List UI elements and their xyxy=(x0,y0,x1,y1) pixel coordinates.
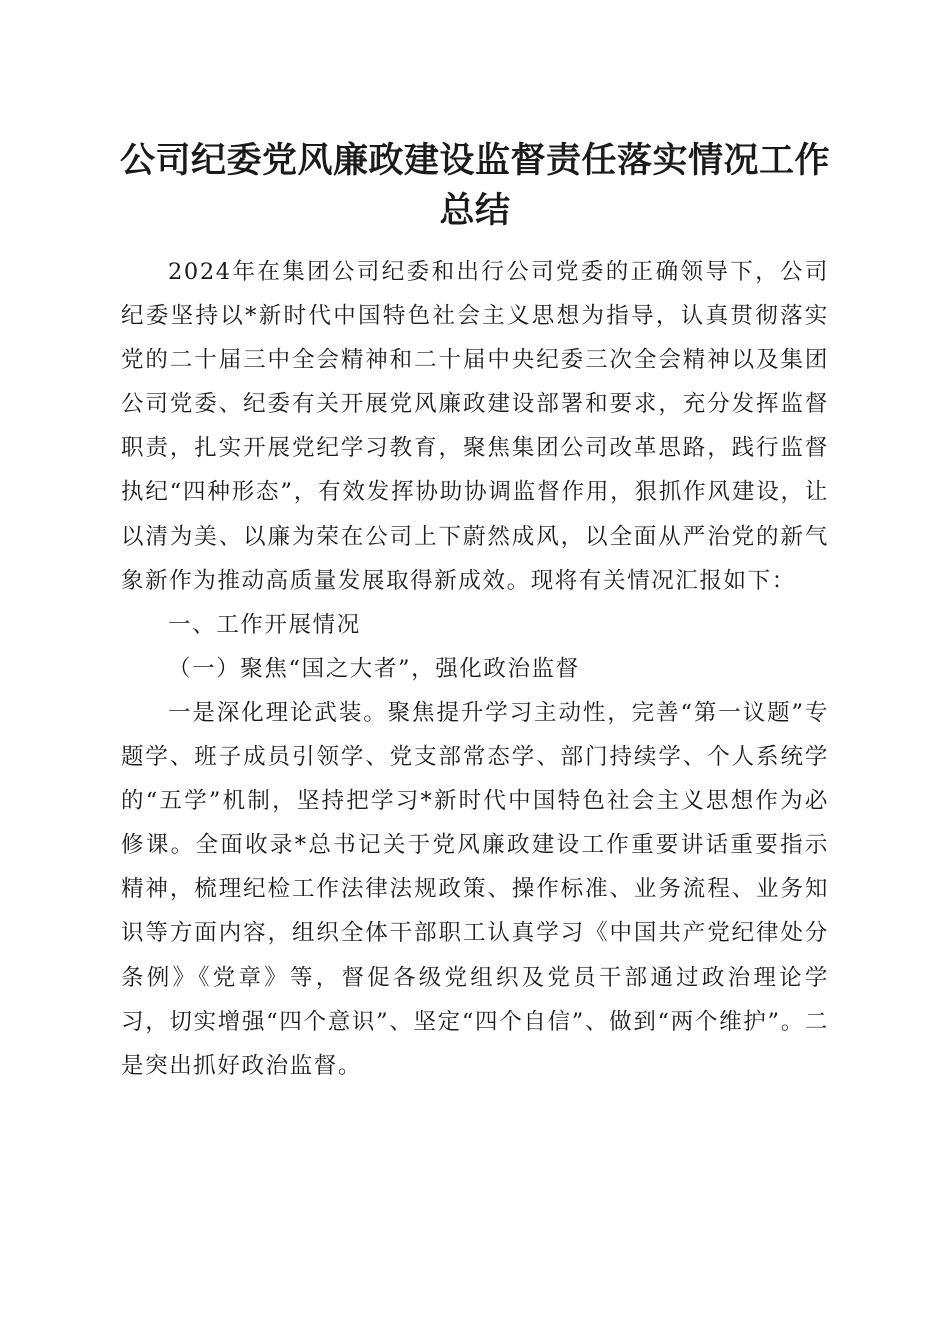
intro-paragraph: 2024年在集团公司纪委和出行公司党委的正确领导下，公司纪委坚持以*新时代中国特色社会主义思想为指导，认真贯彻落实党的二十届三中全会精神和二十届中央纪委三次全会精神以及集团公司党委、纪委有关开展党风廉政建设部署和要求，充分发挥监督职责，扎实开展党纪学习教育，聚焦集团公司改革思路，践行监督执纪“四种形态”，有效发挥协助协调监督作用，狠抓作风建设，让以清为美、以廉为荣在公司上下蔚然成风，以全面从严治党的新气象新作为推动高质量发展取得新成效。现将有关情况汇报如下： xyxy=(121,259,829,594)
point-lead: 二是突出抓好政治监督。 xyxy=(121,1008,829,1079)
point-body: 聚焦提升学习主动性，完善“第一议题”专题学、班子成员引领学、党支部常态学、部门持续学、个人系统学的“五学”机制，坚持把学习*新时代中国特色社会主义思想作为必修课。全面收录*总书记关于党风廉政建设工作重要讲话重要指示精神，梳理纪检工作法律法规政策、操作标准、业务流程、业务知识等方面内容，组织全体干部职工认真学习《中国共产党纪律处分条例》《党章》等，督促各级党组织及党员干部通过政治理论学习，切实增强“四个意识”、坚定“四个自信”、做到“两个维护”。 xyxy=(121,699,830,1035)
section-heading: 一、工作开展情况 xyxy=(168,611,361,638)
body-paragraph xyxy=(121,691,829,1088)
document-body xyxy=(121,250,829,1088)
title-line-2: 总结 xyxy=(439,191,511,231)
point-lead: 一是深化理论武装。 xyxy=(168,699,388,726)
title-line-1: 公司纪委党风廉政建设监督责任落实情况工作 xyxy=(119,141,830,181)
document-title xyxy=(100,136,850,236)
subsection-heading: （一）聚焦“国之大者”，强化政治监督 xyxy=(168,655,580,682)
